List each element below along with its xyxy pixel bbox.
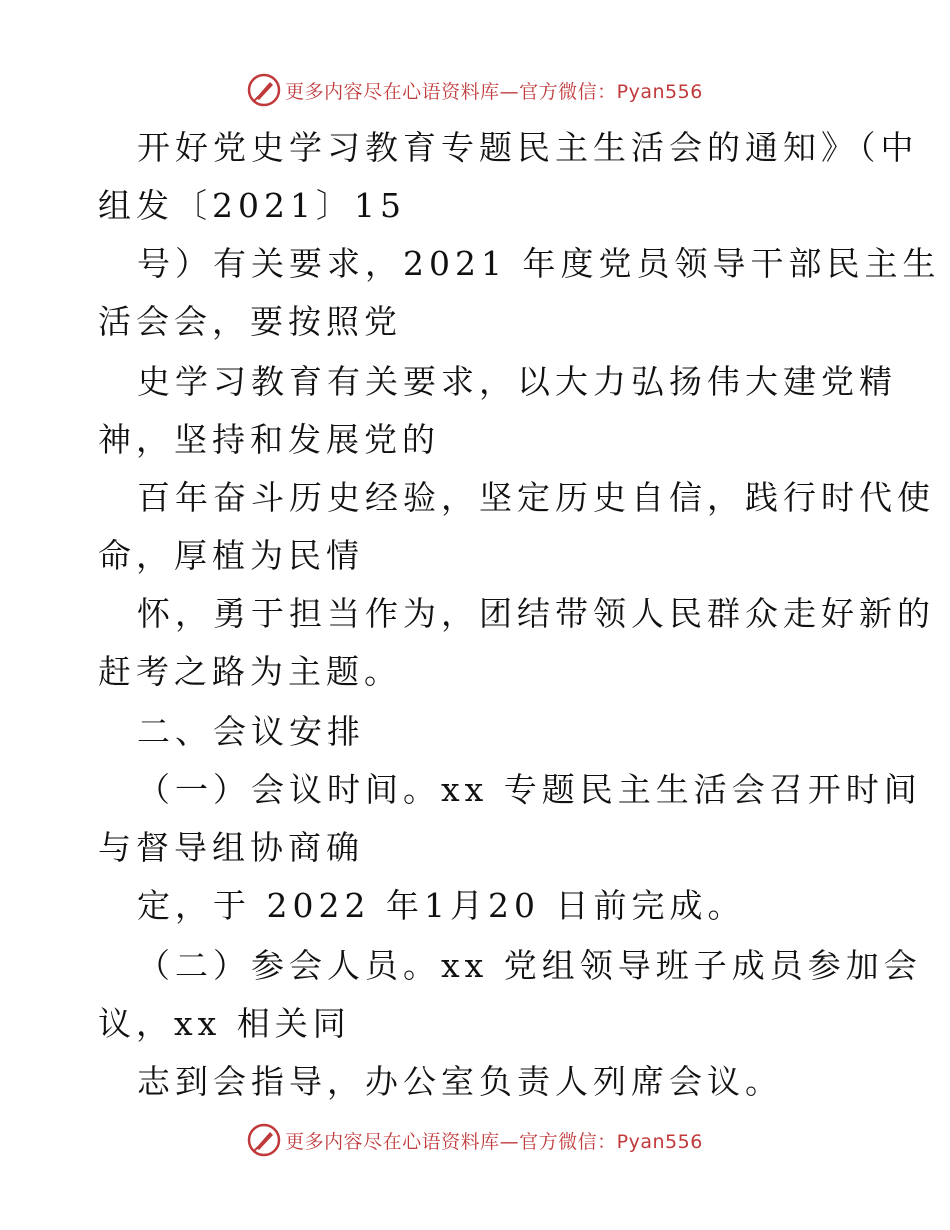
text-line: 开好党史学习教育专题民主生活会的通知》（中: [137, 128, 919, 167]
text-line: 史学习教育有关要求，以大力弘扬伟大建党精: [137, 362, 897, 401]
header-watermark: [0, 70, 950, 110]
text-line: 议，xx 相关同: [98, 1004, 351, 1043]
text-line: 组发〔2021〕15: [98, 186, 406, 225]
text-line: 命，厚植为民情: [98, 536, 364, 575]
text-line: （一）会议时间。xx 专题民主生活会召开时间: [137, 770, 922, 809]
text-line: 定，于 2022 年1月20 日前完成。: [137, 886, 746, 925]
text-line: 怀，勇于担当作为，团结带领人民群众走好新的: [137, 594, 935, 633]
text-line: 号）有关要求，2021 年度党员领导干部民主生: [137, 244, 941, 283]
text-line: （二）参会人员。xx 党组领导班子成员参加会: [137, 946, 922, 985]
text-line: 与督导组协商确: [98, 828, 364, 867]
text-line: 志到会指导，办公室负责人列席会议。: [137, 1062, 783, 1101]
watermark-text: 更多内容尽在心语资料库—官方微信：Pyan556: [285, 1130, 703, 1153]
watermark-text: 更多内容尽在心语资料库—官方微信：Pyan556: [285, 80, 703, 103]
text-line: 百年奋斗历史经验，坚定历史自信，践行时代使: [137, 478, 935, 517]
text-line: 赶考之路为主题。: [98, 652, 402, 691]
footer-watermark: [0, 1120, 950, 1160]
quill-logo-icon: [247, 1123, 281, 1157]
text-line: 活会会，要按照党: [98, 302, 402, 341]
section-heading: 二、会议安排: [137, 712, 365, 751]
text-line: 神，坚持和发展党的: [98, 420, 440, 459]
quill-logo-icon: [247, 73, 281, 107]
